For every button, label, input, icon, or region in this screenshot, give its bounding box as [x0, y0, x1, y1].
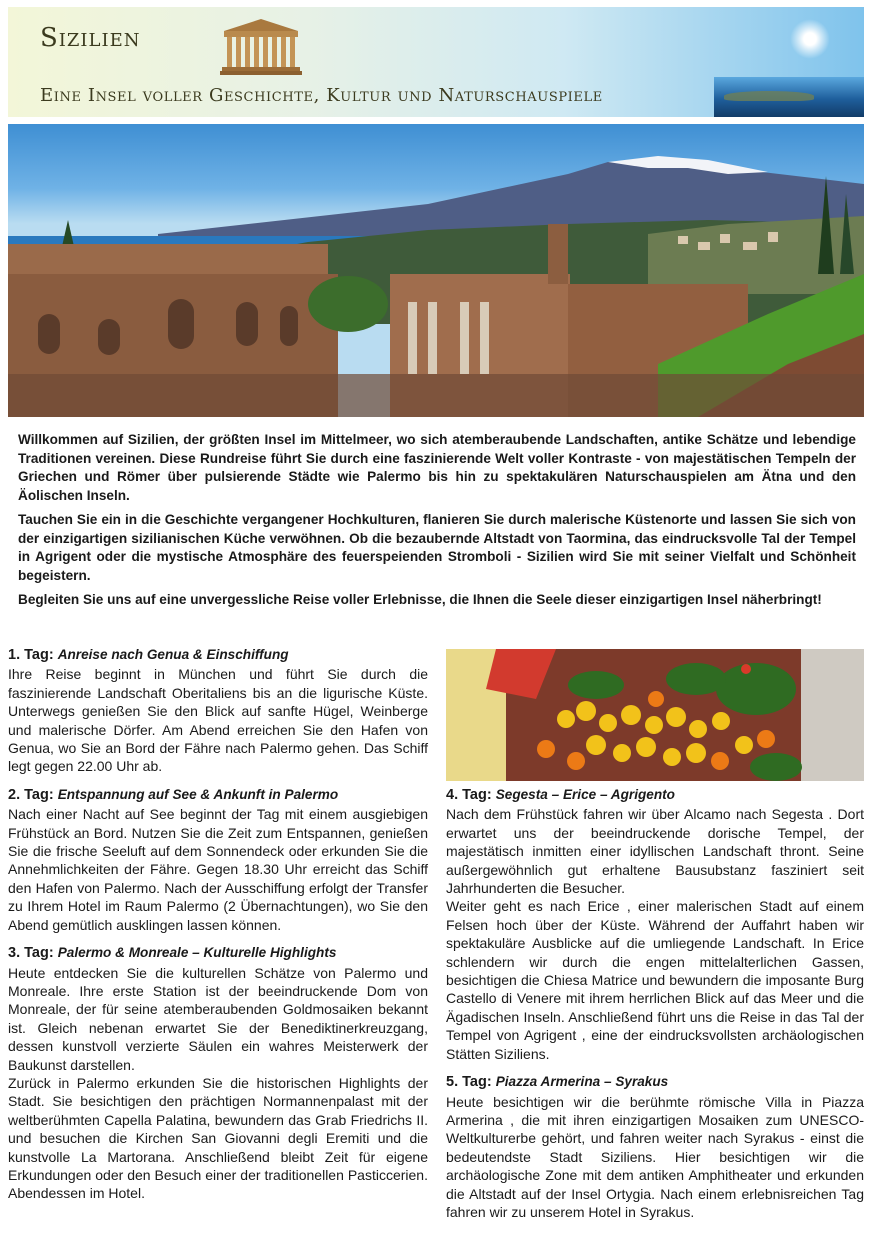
- coast-thumbnail: [714, 77, 864, 117]
- day-heading: [446, 1073, 864, 1091]
- day-2: [8, 786, 428, 934]
- day-heading: [8, 944, 428, 962]
- header-banner: [8, 7, 864, 117]
- day-label: 1. Tag:: [8, 647, 54, 663]
- intro-paragraph: Tauchen Sie ein in die Geschichte vergangener Hochkulturen, flanieren Sie durch malerische Küstenorte und lassen Sie sich von der einzigartigen sizilianischen Küche verwöhnen. Ob die bezaubernde Altstadt von Taormina, das eindrucksvolle Tal der Tempel in Agrigent oder die mystische Atmosphäre des feuerspeienden Stromboli - Sizilien wird Sie mit seiner Vielfalt und Schönheit begeistern.: [18, 512, 856, 583]
- taormina-theatre-photo: [8, 124, 864, 417]
- greek-temple-icon: [220, 17, 302, 75]
- day-title: Segesta – Erice – Agrigento: [495, 787, 675, 802]
- day-title: Anreise nach Genua & Einschiffung: [57, 647, 289, 662]
- sun-icon: [790, 19, 830, 59]
- itinerary-left-column: [8, 646, 428, 1213]
- day-title: Entspannung auf See & Ankunft in Palermo: [57, 786, 339, 802]
- market-fruit-stand-photo: [446, 649, 864, 781]
- day-4: [446, 786, 864, 1063]
- page-title: Sizilien: [40, 23, 141, 53]
- day-3: [8, 944, 428, 1203]
- day-heading: [446, 786, 864, 804]
- day-text: Heute besichtigen wir die berühmte römische Villa in Piazza Armerina , die mit ihren einzigartigen Mosaiken zum UNESCO-Weltkulturerbe gehört, und fahren weiter nach Syrakus - einst die bedeutendste Stadt Siziliens. Hier besichtigen wir die archäologische Zone mit dem antiken Amphitheater und erkunden die Altstadt auf der Insel Ortygia. Nach einem erlebnisreichen Tag fahren wir zu unserem Hotel in Syrakus.: [446, 1093, 864, 1220]
- day-text: Nach dem Frühstück fahren wir über Alcamo nach Segesta . Dort erwartet uns der beeindruckende dorische Tempel, der majestätisch inmitten einer idyllischen Landschaft thront. Seine außergewöhnlich gut erhaltene Bausubstanz fasziniert seit Jahrhunderten die Besucher.: [446, 806, 864, 897]
- day-5: [446, 1073, 864, 1221]
- day-label: 3. Tag:: [8, 945, 54, 962]
- day-label: 2. Tag:: [8, 786, 54, 803]
- day-text: Nach einer Nacht auf See beginnt der Tag mit einem ausgiebigen Frühstück an Bord. Nutzen Sie die Zeit zum Entspannen, genießen Sie die frische Seeluft auf dem Sonnendeck oder erkunden Sie die Annehmlichkeiten der Fähre. Gegen 18.30 Uhr erreicht das Schiff den Hafen von Palermo. Nach der Ausschiffung erfolgt der Transfer zu Ihrem Hotel im Raum Palermo (2 Übernachtungen), wo Sie den Abend gemütlich ausklingen lassen können.: [8, 806, 428, 933]
- day-heading: [8, 646, 428, 664]
- day-text: Zurück in Palermo erkunden Sie die historischen Highlights der Stadt. Sie besichtigen den prächtigen Normannenpalast mit der weltberühmten Capella Palatina, bewundern das Grab Friedrichs II. und besuchen die Kirchen San Giovanni degli Eremiti und die kunstvolle La Martorana. Anschließend bleibt Zeit für eigene Erkundungen oder den Besuch einer der traditionellen Pasticcerien. Abendessen im Hotel.: [8, 1074, 428, 1202]
- intro-text: [18, 431, 856, 616]
- day-text: Heute entdecken Sie die kulturellen Schätze von Palermo und Monreale. Ihre erste Station ist der beeindruckende Dom von Monreale, der für seine atemberaubenden Goldmosaiken bekannt ist. Gleich nebenan erwartet Sie der Benediktinerkreuzgang, dessen kunstvoll verzierte Säulen ein wahres Meisterwerk der Baukunst darstellen.: [8, 964, 428, 1073]
- intro-paragraph: Begleiten Sie uns auf eine unvergessliche Reise voller Erlebnisse, die Ihnen die Seele dieser einzigartigen Insel näherbringt!: [18, 592, 822, 607]
- day-label: 5. Tag:: [446, 1074, 492, 1091]
- day-title: Piazza Armerina – Syrakus: [495, 1074, 669, 1090]
- day-text: Ihre Reise beginnt in München und führt Sie durch die faszinierende Landschaft Oberitaliens bis an die ligurische Küste. Unterwegs genießen Sie den Blick auf sanfte Hügel, Weinberge und malerische Dörfer. Am Abend erreichen Sie den Hafen von Genua, wo Sie an Bord der Fähre nach Palermo gehen. Das Schiff legt gegen 22.00 Uhr ab.: [8, 666, 428, 775]
- day-label: 4. Tag:: [446, 787, 492, 803]
- itinerary-right-column: [446, 786, 864, 1231]
- intro-paragraph: Willkommen auf Sizilien, der größten Insel im Mittelmeer, wo sich atemberaubende Landschaften, antike Schätze und lebendige Traditionen vereinen. Diese Rundreise führt Sie durch eine faszinierende Welt voller Kontraste - von majestätischen Tempeln der Griechen und Römer über pulsierende Städte wie Palermo bis hin zu spektakulären Naturschauspielen am Ätna und den Äolischen Inseln.: [18, 432, 856, 503]
- day-1: [8, 646, 428, 776]
- page-subtitle: Eine Insel voller Geschichte, Kultur und Naturschauspiele: [40, 85, 603, 106]
- day-text: Weiter geht es nach Erice , einer malerischen Stadt auf einem Felsen hoch über der Küste. Während der Auffahrt haben wir spektakuläre Ausblicke auf die umliegende Landschaft. In Erice schlendern wir durch die engen mittelalterlichen Gassen, besichtigen die Chiesa Matrice und bewundern die imposante Burg Castello di Venere mit ihrem herrlichen Blick auf das Meer und die Ägadischen Inseln. Anschließend führt uns die Reise in das Tal der Tempel von Agrigent , eine der eindrucksvollsten archäologischen Stätten Siziliens.: [446, 898, 864, 1062]
- day-title: Palermo & Monreale – Kulturelle Highlights: [57, 945, 337, 961]
- day-heading: [8, 786, 428, 804]
